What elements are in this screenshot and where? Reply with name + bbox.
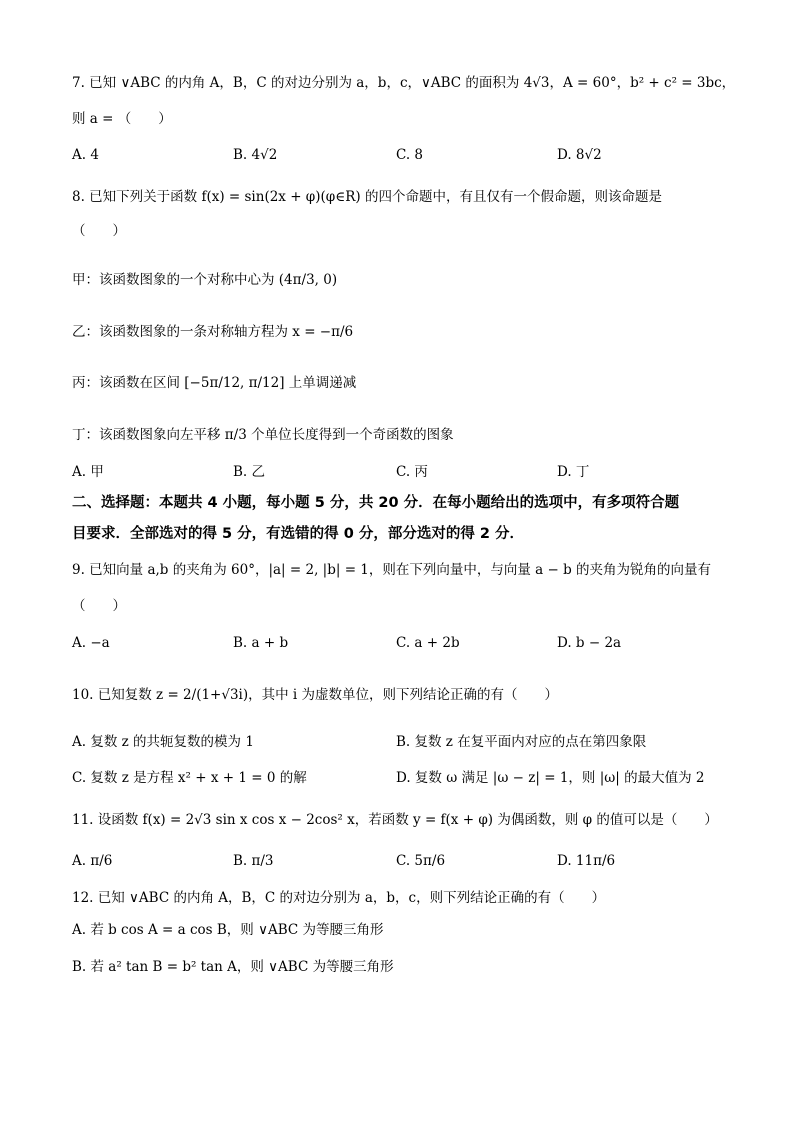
q10-option-d: D. 复数 ω 满足 |ω − z| = 1，则 |ω| 的最大值为 2: [396, 770, 705, 786]
q8-option-d: D. 丁: [557, 464, 590, 480]
q7-option-b: B. 4√2: [233, 147, 278, 163]
q12-option-a: A. 若 b cos A = a cos B，则 ∨ABC 为等腰三角形: [72, 922, 384, 938]
q8-option-a: A. 甲: [72, 464, 104, 480]
q9-option-a: A. −a: [72, 635, 110, 651]
q10-option-b: B. 复数 z 在复平面内对应的点在第四象限: [396, 734, 647, 750]
q8-statement-ding: 丁：该函数图象向左平移 π/3 个单位长度得到一个奇函数的图象: [72, 427, 454, 443]
q10-option-a: A. 复数 z 的共轭复数的模为 1: [72, 734, 254, 750]
q8-statement-bing: 丙：该函数在区间 [−5π/12, π/12] 上单调递减: [72, 375, 357, 391]
q9-stem-line2: （ ）: [72, 598, 126, 614]
q8-stem-line2: （ ）: [72, 223, 126, 239]
q7-stem-line2: 则 a = （ ）: [72, 111, 172, 127]
q11-option-c: C. 5π/6: [396, 853, 446, 869]
q12-stem: 12. 已知 ∨ABC 的内角 A，B，C 的对边分别为 a，b，c，则下列结论正确的有（ ）: [72, 890, 606, 906]
section-heading-line2: 目要求．全部选对的得 5 分，有选错的得 0 分，部分选对的得 2 分．: [72, 526, 525, 542]
q9-option-d: D. b − 2a: [557, 635, 622, 651]
q10-option-c: C. 复数 z 是方程 x² + x + 1 = 0 的解: [72, 770, 307, 786]
q12-option-b: B. 若 a² tan B = b² tan A，则 ∨ABC 为等腰三角形: [72, 959, 394, 975]
q8-option-b: B. 乙: [233, 464, 266, 480]
q9-option-b: B. a + b: [233, 635, 289, 651]
q11-option-d: D. 11π/6: [557, 853, 616, 869]
q8-stem-line1: 8. 已知下列关于函数 f(x) = sin(2x + φ)(φ∈R) 的四个命题中，有且仅有一个假命题，则该命题是: [72, 189, 662, 205]
q7-option-c: C. 8: [396, 147, 424, 163]
q9-option-c: C. a + 2b: [396, 635, 460, 651]
q11-stem: 11. 设函数 f(x) = 2√3 sin x cos x − 2cos² x，若函数 y = f(x + φ) 为偶函数，则 φ 的值可以是（ ）: [72, 812, 718, 828]
q7-stem-line1: 7. 已知 ∨ABC 的内角 A，B，C 的对边分别为 a，b，c，∨ABC 的面积为 4√3，A = 60°，b² + c² = 3bc，: [72, 75, 736, 91]
q8-statement-jia: 甲：该函数图象的一个对称中心为 (4π/3, 0): [72, 272, 338, 288]
q11-option-a: A. π/6: [72, 853, 113, 869]
q7-option-a: A. 4: [72, 147, 99, 163]
q7-option-d: D. 8√2: [557, 147, 602, 163]
q8-option-c: C. 丙: [396, 464, 428, 480]
q10-stem: 10. 已知复数 z = 2/(1+√3i)，其中 i 为虚数单位，则下列结论正确的有（ ）: [72, 687, 559, 703]
q8-statement-yi: 乙：该函数图象的一条对称轴方程为 x = −π/6: [72, 324, 354, 340]
q9-stem-line1: 9. 已知向量 a,b 的夹角为 60°，|a| = 2, |b| = 1，则在下列向量中，与向量 a − b 的夹角为锐角的向量有: [72, 562, 712, 578]
section-heading-line1: 二、选择题：本题共 4 小题，每小题 5 分，共 20 分．在每小题给出的选项中，有多项符合题: [72, 495, 680, 511]
q11-option-b: B. π/3: [233, 853, 274, 869]
